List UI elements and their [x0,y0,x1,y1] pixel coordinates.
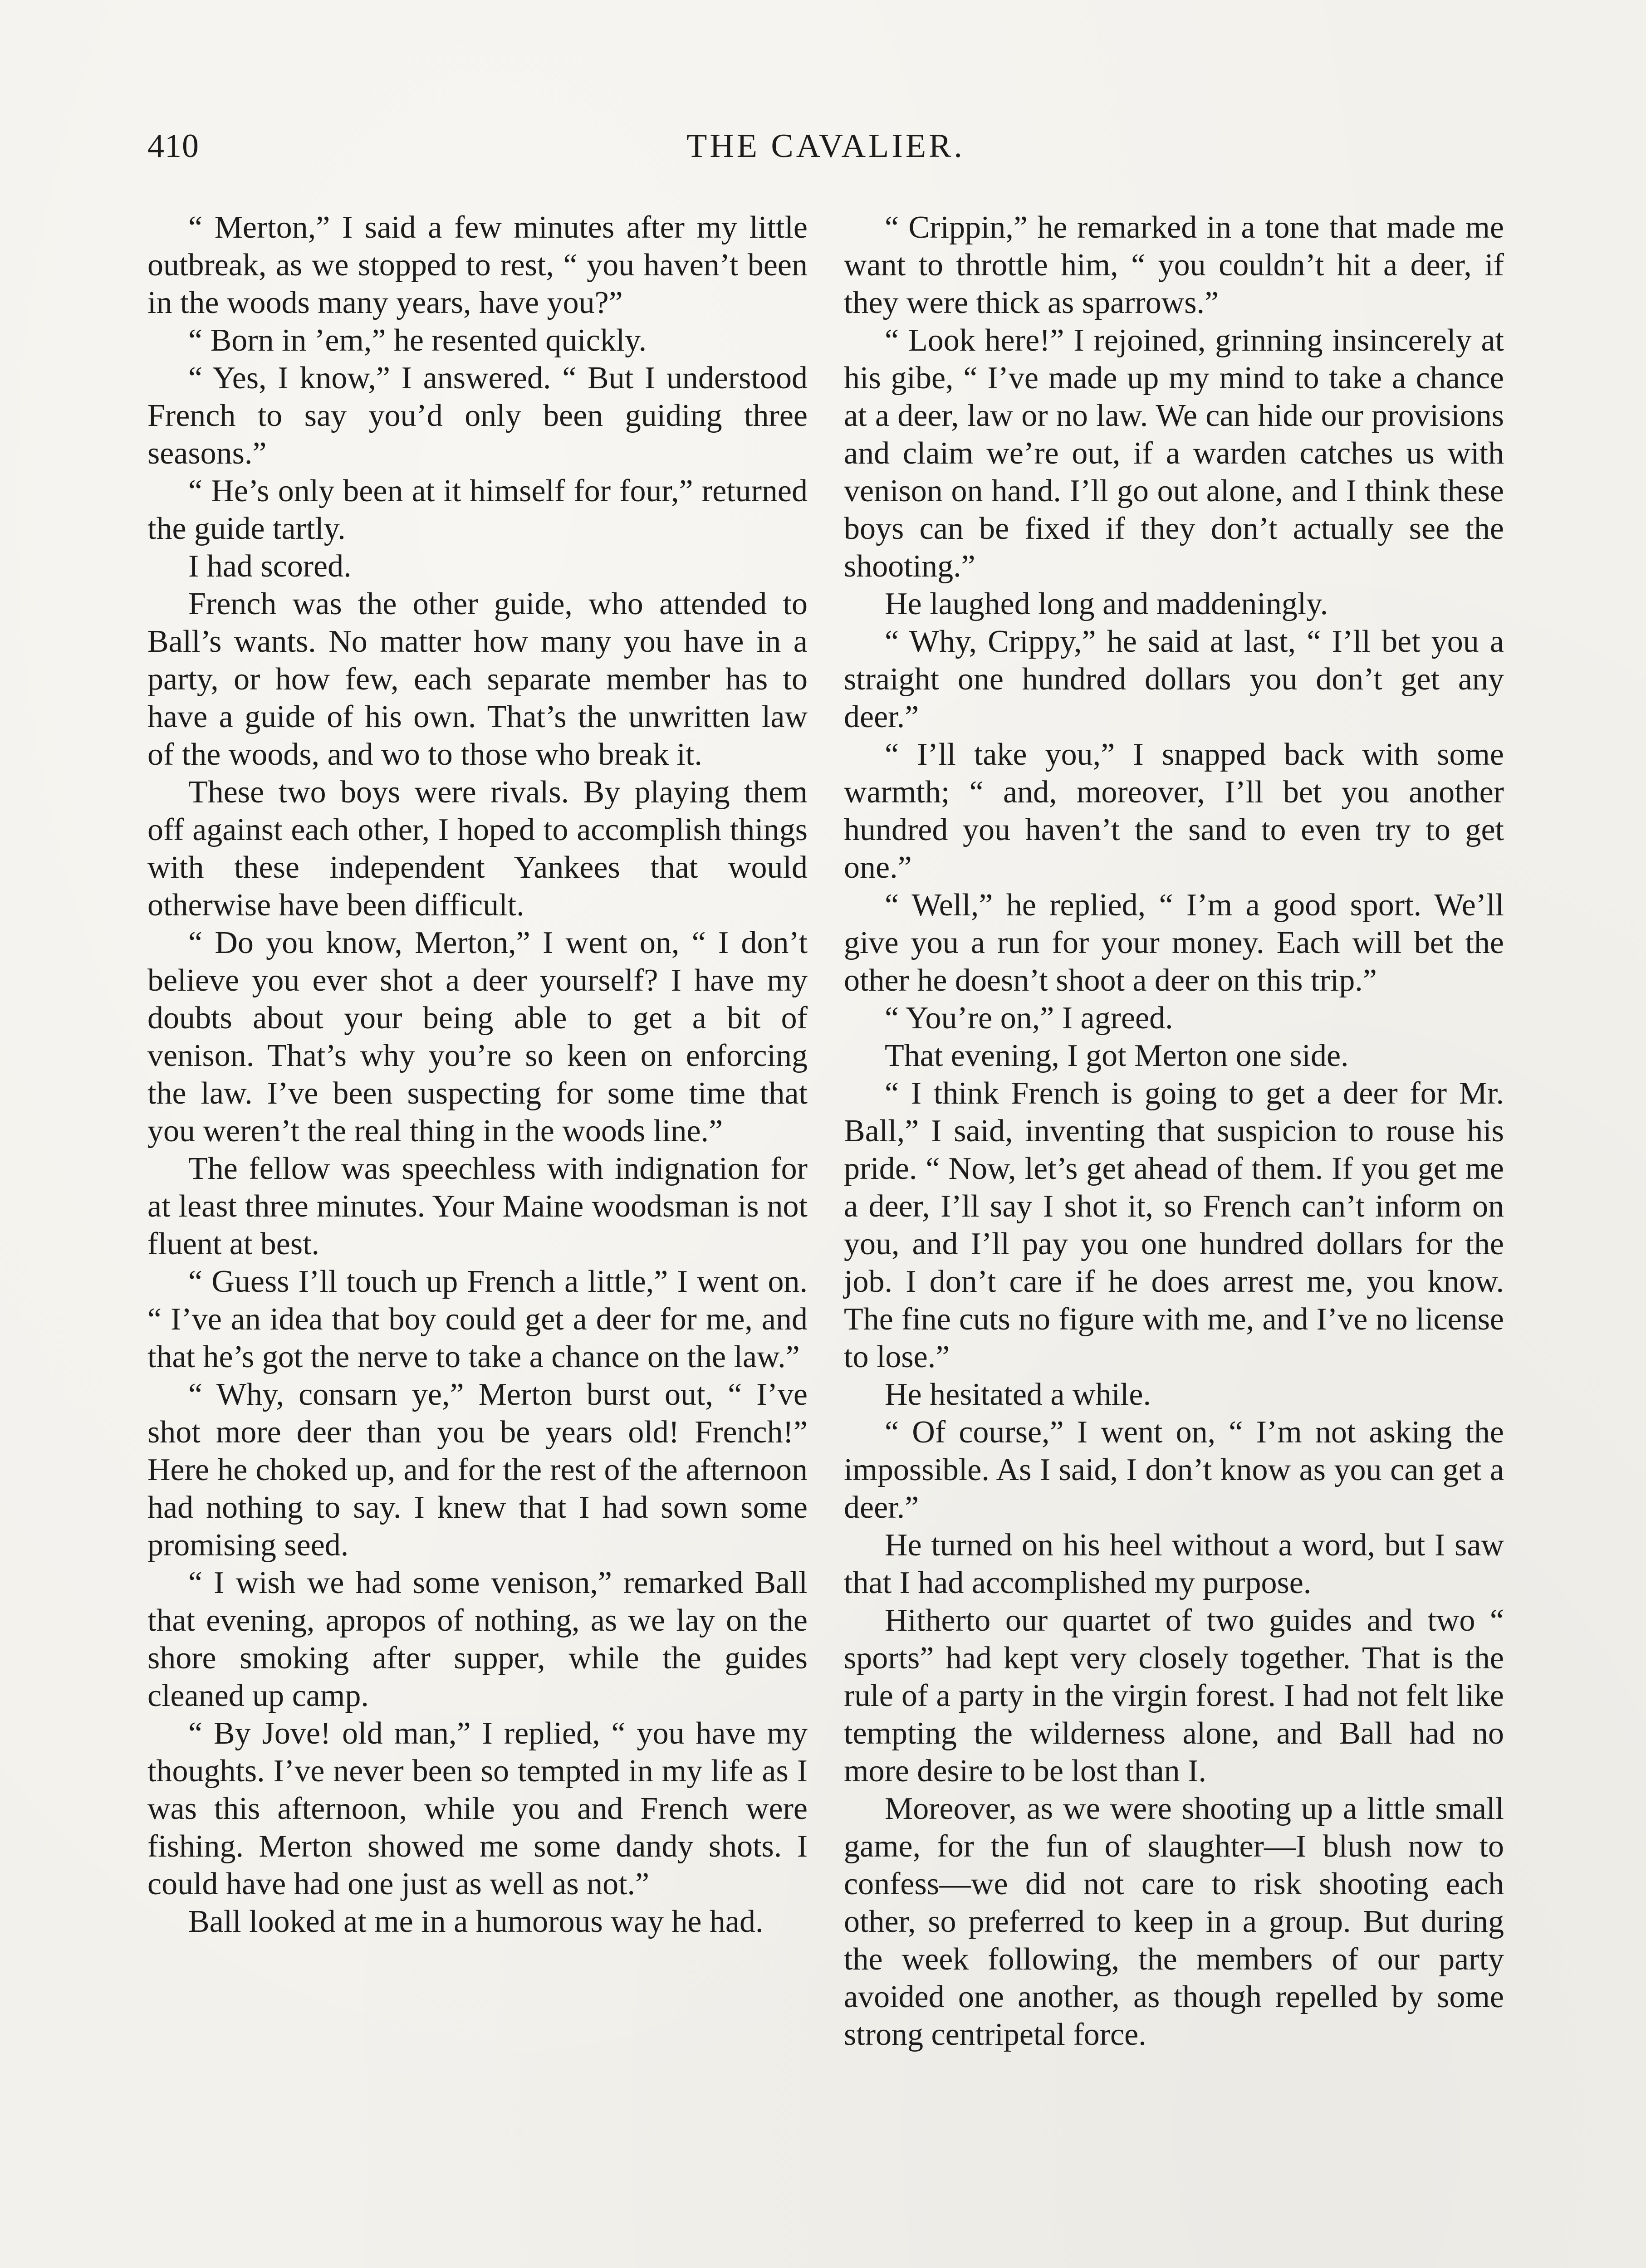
paragraph: “ I’ll take you,” I snapped back with some warmth; “ and, moreover, I’ll bet you another hundred you haven’t the sand to even try to get one.” [844,737,1504,885]
paragraph: “ Why, Crippy,” he said at last, “ I’ll bet you a straight one hundred dollars you don’t get any deer.” [844,624,1504,734]
paragraph: The fellow was speechless with indignation for at least three minutes. Your Maine woodsman is not fluent at best. [147,1151,808,1261]
paragraph: Ball looked at me in a humorous way he had. [188,1904,764,1939]
paragraph: He laughed long and maddeningly. [885,587,1328,621]
paragraph: That evening, I got Merton one side. [885,1038,1349,1073]
paragraph: “ Look here!” I rejoined, grinning insincerely at his gibe, “ I’ve made up my mind to take a chance at a deer, law or no law. We can hide our provisions and claim we’re out, if a warden catches us with venison on hand. I’ll go out alone, and I think these boys can be fixed if they don’t actually see the shooting.” [844,323,1504,584]
paragraph: “ By Jove! old man,” I replied, “ you have my thoughts. I’ve never been so tempted in my life as I was this afternoon, while you and French were fishing. Merton showed me some dandy shots. I could have had one just as well as not.” [147,1716,808,1901]
paragraph: “ Crippin,” he remarked in a tone that made me want to throttle him, “ you couldn’t hit a deer, if they were thick as sparrows.” [844,210,1504,320]
paragraph: “ Yes, I know,” I answered. “ But I understood French to say you’d only been guiding three seasons.” [147,361,808,471]
page-number: 410 [147,127,199,165]
right-column [844,209,1504,2053]
paragraph: Hitherto our quartet of two guides and two “ sports” had kept very closely together. That is the rule of a party in the virgin forest. I had not felt like tempting the wilderness alone, and Ball had no more desire to be lost than I. [844,1603,1504,1789]
paragraph: He turned on his heel without a word, but I saw that I had accomplished my purpose. [844,1528,1504,1600]
paragraph: “ He’s only been at it himself for four,” returned the guide tartly. [147,474,808,546]
paragraph: “ I wish we had some venison,” remarked Ball that evening, apropos of nothing, as we lay on the shore smoking after supper, while the guides cleaned up camp. [147,1565,808,1713]
paragraph: “ Guess I’ll touch up French a little,” I went on. “ I’ve an idea that boy could get a deer for me, and that he’s got the nerve to take a chance on the law.” [147,1264,808,1374]
left-column [147,209,808,1941]
paragraph: Moreover, as we were shooting up a little small game, for the fun of slaughter—I blush now to confess—we did not care to risk shooting each other, so preferred to keep in a group. But during the week following, the members of our party avoided one another, as though repelled by some strong centripetal force. [844,1791,1504,2052]
paragraph: “ Do you know, Merton,” I went on, “ I don’t believe you ever shot a deer yourself? I have my doubts about your being able to get a bit of venison. That’s why you’re so keen on enforcing the law. I’ve been suspecting for some time that you weren’t the real thing in the woods line.” [147,925,808,1149]
paragraph: “ Merton,” I said a few minutes after my little outbreak, as we stopped to rest, “ you haven’t been in the woods many years, have you?” [147,210,808,320]
paragraph: “ I think French is going to get a deer for Mr. Ball,” I said, inventing that suspicion to rouse his pride. “ Now, let’s get ahead of them. If you get me a deer, I’ll say I shot it, so French can’t inform on you, and I’ll pay you one hundred dollars for the job. I don’t care if he does arrest me, you know. The fine cuts no figure with me, and I’ve no license to lose.” [844,1076,1504,1374]
paragraph: He hesitated a while. [885,1377,1151,1412]
running-title: THE CAVALIER. [686,127,965,165]
paragraph: French was the other guide, who attended to Ball’s wants. No matter how many you have in a party, or how few, each separate member has to have a guide of his own. That’s the unwritten law of the woods, and wo to those who break it. [147,587,808,772]
page-header [147,127,1504,181]
paragraph: “ Well,” he replied, “ I’m a good sport. We’ll give you a run for your money. Each will bet the other he doesn’t shoot a deer on this trip.” [844,888,1504,998]
paragraph: “ Born in ’em,” he resented quickly. [188,323,647,358]
paragraph: I had scored. [188,549,352,584]
paragraph: These two boys were rivals. By playing them off against each other, I hoped to accomplish things with these independent Yankees that would otherwise have been difficult. [147,775,808,923]
paragraph: “ Of course,” I went on, “ I’m not asking the impossible. As I said, I don’t know as you can get a deer.” [844,1415,1504,1525]
paragraph: “ Why, consarn ye,” Merton burst out, “ I’ve shot more deer than you be years old! French!” Here he choked up, and for the rest of the afternoon had nothing to say. I knew that I had sown some promising seed. [147,1377,808,1563]
paragraph: “ You’re on,” I agreed. [885,1001,1173,1036]
